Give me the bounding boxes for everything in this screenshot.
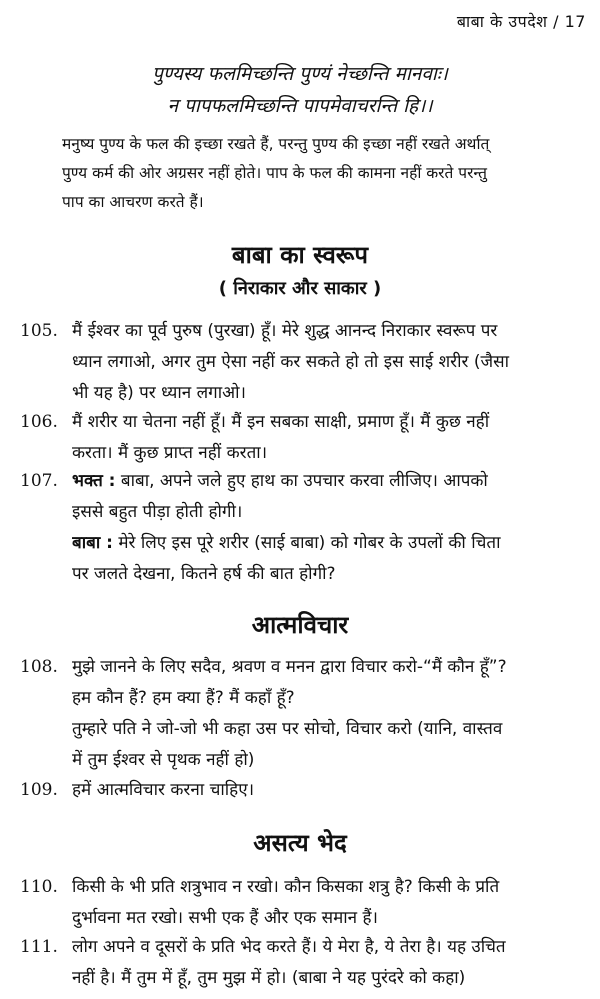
item-line: हमें आत्मविचार करना चाहिए। [72, 780, 255, 800]
item-line: में तुम ईश्वर से पृथक नहीं हो) [72, 750, 255, 770]
item-number: 110. [20, 877, 58, 897]
list-item [20, 466, 588, 590]
item-line: लोग अपने व दूसरों के प्रति भेद करते हैं। ये मेरा है, ये तेरा है। यह उचित [72, 937, 506, 957]
item-line: दुर्भावना मत रखो। सभी एक हैं और एक समान हैं। [72, 908, 378, 928]
list-item [20, 932, 588, 994]
intro-line: मनुष्य पुण्य के फल की इच्छा रखते हैं, परन्तु पुण्य की इच्छा नहीं रखते अर्थात् [62, 135, 490, 153]
item-number: 105. [20, 321, 58, 341]
section-subtitle: ( निराकार और साकार ) [218, 278, 382, 299]
item-line: मुझे जानने के लिए सदैव, श्रवण व मनन द्वारा विचार करो-“मैं कौन हूँ”? [72, 657, 507, 677]
speaker-label-devotee: भक्त : [72, 471, 116, 491]
item-line: करता। मैं कुछ प्राप्त नहीं करता। [72, 443, 268, 463]
verse-line-2: न पापफलमिच्छन्ति पापमेवाचरन्ति हि।। [167, 95, 433, 117]
item-line: नहीं है। मैं तुम में हूँ, तुम मुझ में हो। (बाबा ने यह पुरंदरे को कहा) [72, 968, 466, 988]
item-line: मैं ईश्वर का पूर्व पुरुष (पुरखा) हूँ। मेरे शुद्ध आनन्द निराकार स्वरूप पर [72, 321, 498, 341]
intro-line: पाप का आचरण करते हैं। [62, 193, 204, 211]
section-title: असत्य भेद [253, 829, 347, 857]
item-line: ध्यान लगाओ, अगर तुम ऐसा नहीं कर सकते हो तो इस साई शरीर (जैसा [72, 352, 510, 372]
item-number: 107. [20, 471, 58, 491]
item-line: मैं शरीर या चेतना नहीं हूँ। मैं इन सबका साक्षी, प्रमाण हूँ। मैं कुछ नहीं [72, 412, 490, 432]
dialogue-line [72, 466, 588, 497]
item-line: भी यह है) पर ध्यान लगाओ। [72, 383, 246, 403]
speaker-label-baba: बाबा : [72, 533, 113, 553]
item-text [72, 932, 588, 994]
item-text [72, 652, 588, 776]
item-text [72, 407, 588, 469]
dialogue-line [72, 528, 588, 559]
item-number: 111. [20, 937, 58, 957]
item-number: 109. [20, 780, 58, 800]
item-number: 106. [20, 412, 58, 432]
dialogue-text: बाबा, अपने जले हुए हाथ का उपचार करवा लीजिए। आपको [115, 471, 488, 491]
list-item [20, 652, 588, 776]
item-text [72, 775, 588, 806]
item-line: किसी के भी प्रति शत्रुभाव न रखो। कौन किसका शत्रु है? किसी के प्रति [72, 877, 500, 897]
item-text [72, 466, 588, 590]
list-item [20, 872, 588, 934]
list-item [20, 316, 588, 409]
dialogue-text: मेरे लिए इस पूरे शरीर (साई बाबा) को गोबर के उपलों की चिता [112, 533, 501, 553]
intro-line: पुण्य कर्म की ओर अग्रसर नहीं होते। पाप के फल की कामना नहीं करते परन्तु [62, 164, 488, 182]
intro-paragraph [62, 130, 582, 217]
running-header: बाबा के उपदेश / 17 [456, 12, 586, 31]
verse-line-1: पुण्यस्य फलमिच्छन्ति पुण्यं नेच्छन्ति मानवाः। [152, 63, 448, 85]
section-title: बाबा का स्वरूप [231, 241, 369, 269]
dialogue-line: इससे बहुत पीड़ा होती होगी। [72, 502, 243, 522]
section-title: आत्मविचार [251, 611, 349, 639]
item-line: हम कौन हैं? हम क्या हैं? मैं कहाँ हूँ? [72, 688, 295, 708]
list-item [20, 775, 588, 806]
item-line: तुम्हारे पति ने जो-जो भी कहा उस पर सोचो, विचार करो (यानि, वास्तव [72, 719, 503, 739]
list-item [20, 407, 588, 469]
dialogue-line: पर जलते देखना, कितने हर्ष की बात होगी? [72, 564, 336, 584]
item-text [72, 316, 588, 409]
item-text [72, 872, 588, 934]
item-number: 108. [20, 657, 58, 677]
